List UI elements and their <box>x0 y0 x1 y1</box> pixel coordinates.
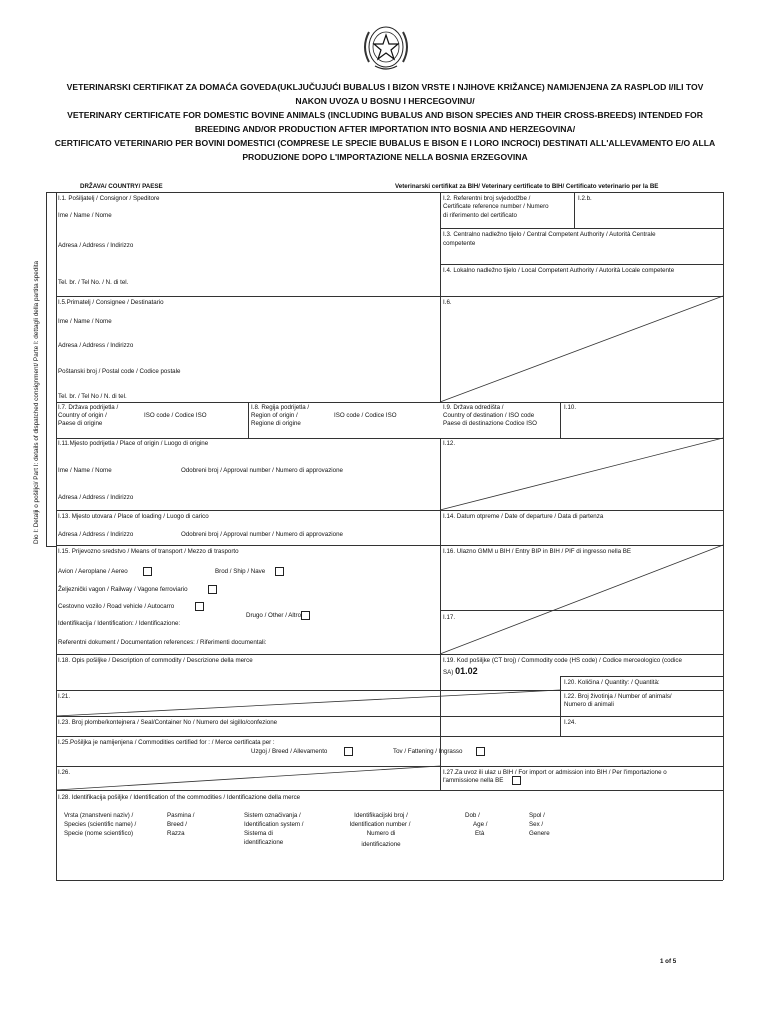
col-idsystem-3: Sistema di <box>244 830 273 837</box>
col-sex-2: Sex / <box>529 821 544 828</box>
col-breed-3: Razza <box>167 830 185 837</box>
col-sex-1: Spol / <box>529 812 545 819</box>
consignor-label: I.1. Pošiljatelj / Consignor / Speditore <box>58 195 160 202</box>
commodity-code-prefix: SA) <box>443 669 454 676</box>
field-i21-label: I.21. <box>58 693 71 700</box>
transport-air-label: Avion / Aeroplane / Aereo <box>58 568 128 575</box>
col-idsystem-2: Identification system / <box>244 821 304 828</box>
country-destination-label-2: Country of destination / ISO code <box>443 412 535 419</box>
page-number: 1 of 5 <box>660 958 677 965</box>
field-i12-label: I.12. <box>443 440 456 447</box>
transport-identification-label: Identifikacija / Identification: / Identificazione: <box>58 620 181 627</box>
region-origin-label-3: Regione di origine <box>251 420 301 427</box>
central-authority-label-2: competente <box>443 240 476 247</box>
transport-road-label: Cestovno vozilo / Road vehicle / Autocarro <box>58 603 175 610</box>
entry-bip-label: I.16. Ulazno GMM u BIH / Entry BIP in BIH / PIF di ingresso nella BE <box>443 548 631 555</box>
transport-air-checkbox[interactable] <box>143 567 152 576</box>
consignee-tel-label: Tel. br. / Tel No / N. di tel. <box>58 393 127 400</box>
commodity-description-label: I.18. Opis pošiljke / Description of commodity / Descrizione della merce <box>58 657 253 664</box>
col-age-3: Età <box>475 830 485 837</box>
consignee-address-label: Adresa / Address / Indirizzo <box>58 342 134 349</box>
country-origin-label-2: Country of origin / <box>58 412 107 419</box>
country-origin-iso-label: ISO code / Codice ISO <box>144 412 207 419</box>
field-i2b-label: I.2.b. <box>578 195 592 202</box>
consignee-name-label: Ime / Name / Nome <box>58 318 112 325</box>
purpose-breed-checkbox[interactable] <box>344 747 353 756</box>
consignor-tel-label: Tel. br. / Tel No. / N. di tel. <box>58 279 129 286</box>
transport-rail-checkbox[interactable] <box>208 585 217 594</box>
col-idnumber-1: Identifikacijski broj / <box>354 812 408 819</box>
purpose-fattening-checkbox[interactable] <box>476 747 485 756</box>
title-line-1: VETERINARSKI CERTIFIKAT ZA DOMAĆA GOVEDA(UKLJUČUJUĆI BUBALUS I BIZON VRSTE I NJIHOVE KRIŽANCE) NAMIJENJENA ZA RASPLOD I/ILI TOV <box>66 82 704 92</box>
place-loading-approval-label: Odobreni broj / Approval number / Numero di approvazione <box>181 531 343 538</box>
place-loading-label: I.13. Mjesto utovara / Place of loading / Luogo di carico <box>58 513 209 520</box>
transport-rail-label: Željeznički vagon / Railway / Vagone ferroviario <box>58 586 188 593</box>
col-species-2: Species (scientific name) / <box>64 821 137 828</box>
transport-other-checkbox[interactable] <box>301 611 310 620</box>
transport-ship-label: Brod / Ship / Nave <box>215 568 266 575</box>
place-origin-approval-label: Odobreni broj / Approval number / Numero di approvazione <box>181 467 343 474</box>
col-idsystem-1: Sistem označivanja / <box>244 812 301 819</box>
cert-ref-label-3: di riferimento del certificato <box>443 212 517 219</box>
region-origin-code-label: ISO code / Codice ISO <box>334 412 397 419</box>
country-destination-label-1: I.9. Država odredišta / <box>443 404 504 411</box>
import-admission-label-2: l'ammissione nella BE <box>443 777 504 784</box>
place-origin-label: I.11.Mjesto podrijetla / Place of origin / Luogo di origine <box>58 440 209 447</box>
country-origin-label-3: Paese di origine <box>58 420 103 427</box>
field-i24-label: I.24. <box>564 719 577 726</box>
col-age-2: Age / <box>473 821 488 828</box>
transport-road-checkbox[interactable] <box>195 602 204 611</box>
consignee-label: I.5.Primatelj / Consignee / Destinatario <box>58 299 164 306</box>
consignee-postal-label: Poštanski broj / Postal code / Codice postale <box>58 368 181 375</box>
title-line-4: BREEDING AND/OR PRODUCTION AFTER IMPORTATION INTO BOSNIA AND HERZEGOVINA/ <box>194 124 576 134</box>
title-line-3: VETERINARY CERTIFICATE FOR DOMESTIC BOVINE ANIMALS (INCLUDING BUBALUS AND BISON SPECIES AND THEIR CROSS-BREEDS) INTENDED FOR <box>67 110 703 120</box>
import-admission-checkbox[interactable] <box>512 776 521 785</box>
col-idsystem-4: identificazione <box>244 839 284 846</box>
consignor-address-label: Adresa / Address / Indirizzo <box>58 242 134 249</box>
col-idnumber-2: Identification number / <box>349 821 411 828</box>
place-loading-address-label: Adresa / Address / Indirizzo <box>58 531 134 538</box>
region-origin-label-1: I.8. Regija podrijetla / <box>251 404 310 411</box>
cert-ref-label-1: I.2. Referentni broj svjedodžbe / <box>443 195 531 202</box>
title-line-5: CERTIFICATO VETERINARIO PER BOVINI DOMESTICI (COMPRESE LE SPECIE BUBALUS E BISON E I LORO INCROCI) DESTINATI ALL'ALLEVAMENTO E/O ALLA <box>54 138 716 148</box>
col-age-1: Dob / <box>465 812 480 819</box>
field-i17-label: I.17. <box>443 614 456 621</box>
transport-other-label: Drugo / Other / Altro <box>246 612 302 619</box>
country-origin-label-1: I.7. Država podrijetla / <box>58 404 119 411</box>
place-origin-name-label: Ime / Name / Nome <box>58 467 112 474</box>
col-idnumber-4: identificazione <box>361 841 401 848</box>
field-i26-label: I.26. <box>58 769 71 776</box>
import-admission-label-1: I.27.Za uvoz ili ulaz u BIH / For import or admission into BIH / Per l'importazione o <box>443 769 667 776</box>
animal-count-label-1: I.22. Broj životinja / Number of animals/ <box>564 693 672 700</box>
side-part-label: Dio I: Detalji o pošiljci/ Part I: details of dispatched consignment/ Parte I: dettagli della partita spedita <box>33 260 40 544</box>
col-sex-3: Genere <box>529 830 550 837</box>
transport-docs-label: Referentni dokument / Documentation references: / Riferimenti documentali: <box>58 639 267 646</box>
quantity-label: I.20. Količina / Quantity: / Quantità: <box>564 679 660 686</box>
commodities-certified-label: I.25.Pošiljka je namijenjena / Commodities certified for : / Merce certificata per : <box>58 739 275 746</box>
col-species-1: Vrsta (znanstveni naziv) / <box>64 812 134 819</box>
departure-date-label: I.14. Datum otpreme / Date of departure / Data di partenza <box>443 513 604 520</box>
title-line-6: PRODUZIONE DOPO L'IMPORTAZIONE NELLA BOSNIA ERZEGOVINA <box>242 152 528 162</box>
consignor-name-label: Ime / Name / Nome <box>58 212 112 219</box>
local-authority-label: I.4. Lokalno nadležno tijelo / Local Competent Authority / Autorità Locale competente <box>443 267 675 274</box>
title-line-2: NAKON UVOZA U BOSNU I HERCEGOVINU/ <box>295 96 475 106</box>
col-idnumber-3: Numero di <box>366 830 396 837</box>
certificate-label: Veterinarski certifikat za BIH/ Veterinary certificate to BIH/ Certificato veterinario per la BE <box>395 183 659 190</box>
field-i10-label: I.10. <box>564 404 577 411</box>
col-breed-1: Pasmina / <box>167 812 195 819</box>
seal-number-label: I.23. Broj plombe/kontejnera / Seal/Container No / Numero del sigillo/confezione <box>58 719 278 726</box>
purpose-fattening-label: Tov / Fattening / Ingrasso <box>393 748 463 755</box>
animal-count-label-2: Numero di animali <box>564 701 614 708</box>
commodity-code-value: 01.02 <box>455 666 478 676</box>
purpose-breed-label: Uzgoj / Breed / Allevamento <box>251 748 328 755</box>
commodity-code-label: I.19. Kod pošiljke (CT broj) / Commodity code (HS code) / Codice merceologico (codice <box>443 657 682 664</box>
cert-ref-label-2: Certificate reference number / Numero <box>443 203 549 210</box>
country-destination-label-3: Paese di destinazione Codice ISO <box>443 420 537 427</box>
commodity-identification-label: I.28. Identifikacija pošiljke / Identification of the commodities / Identificazione della merce <box>58 794 301 801</box>
country-label: DRŽAVA/ COUNTRY/ PAESE <box>80 183 163 190</box>
region-origin-label-2: Region of origin / <box>251 412 298 419</box>
col-species-3: Specie (nome scientifico) <box>64 830 134 837</box>
central-authority-label-1: I.3. Centralno nadležno tijelo / Central Competent Authority / Autorità Centrale <box>443 231 656 238</box>
col-breed-2: Breed / <box>167 821 187 828</box>
transport-ship-checkbox[interactable] <box>275 567 284 576</box>
place-origin-address-label: Adresa / Address / Indirizzo <box>58 494 134 501</box>
transport-label: I.15. Prijevozno sredstvo / Means of transport / Mezzo di trasporto <box>58 548 239 555</box>
field-i6-label: I.6. <box>443 299 452 306</box>
